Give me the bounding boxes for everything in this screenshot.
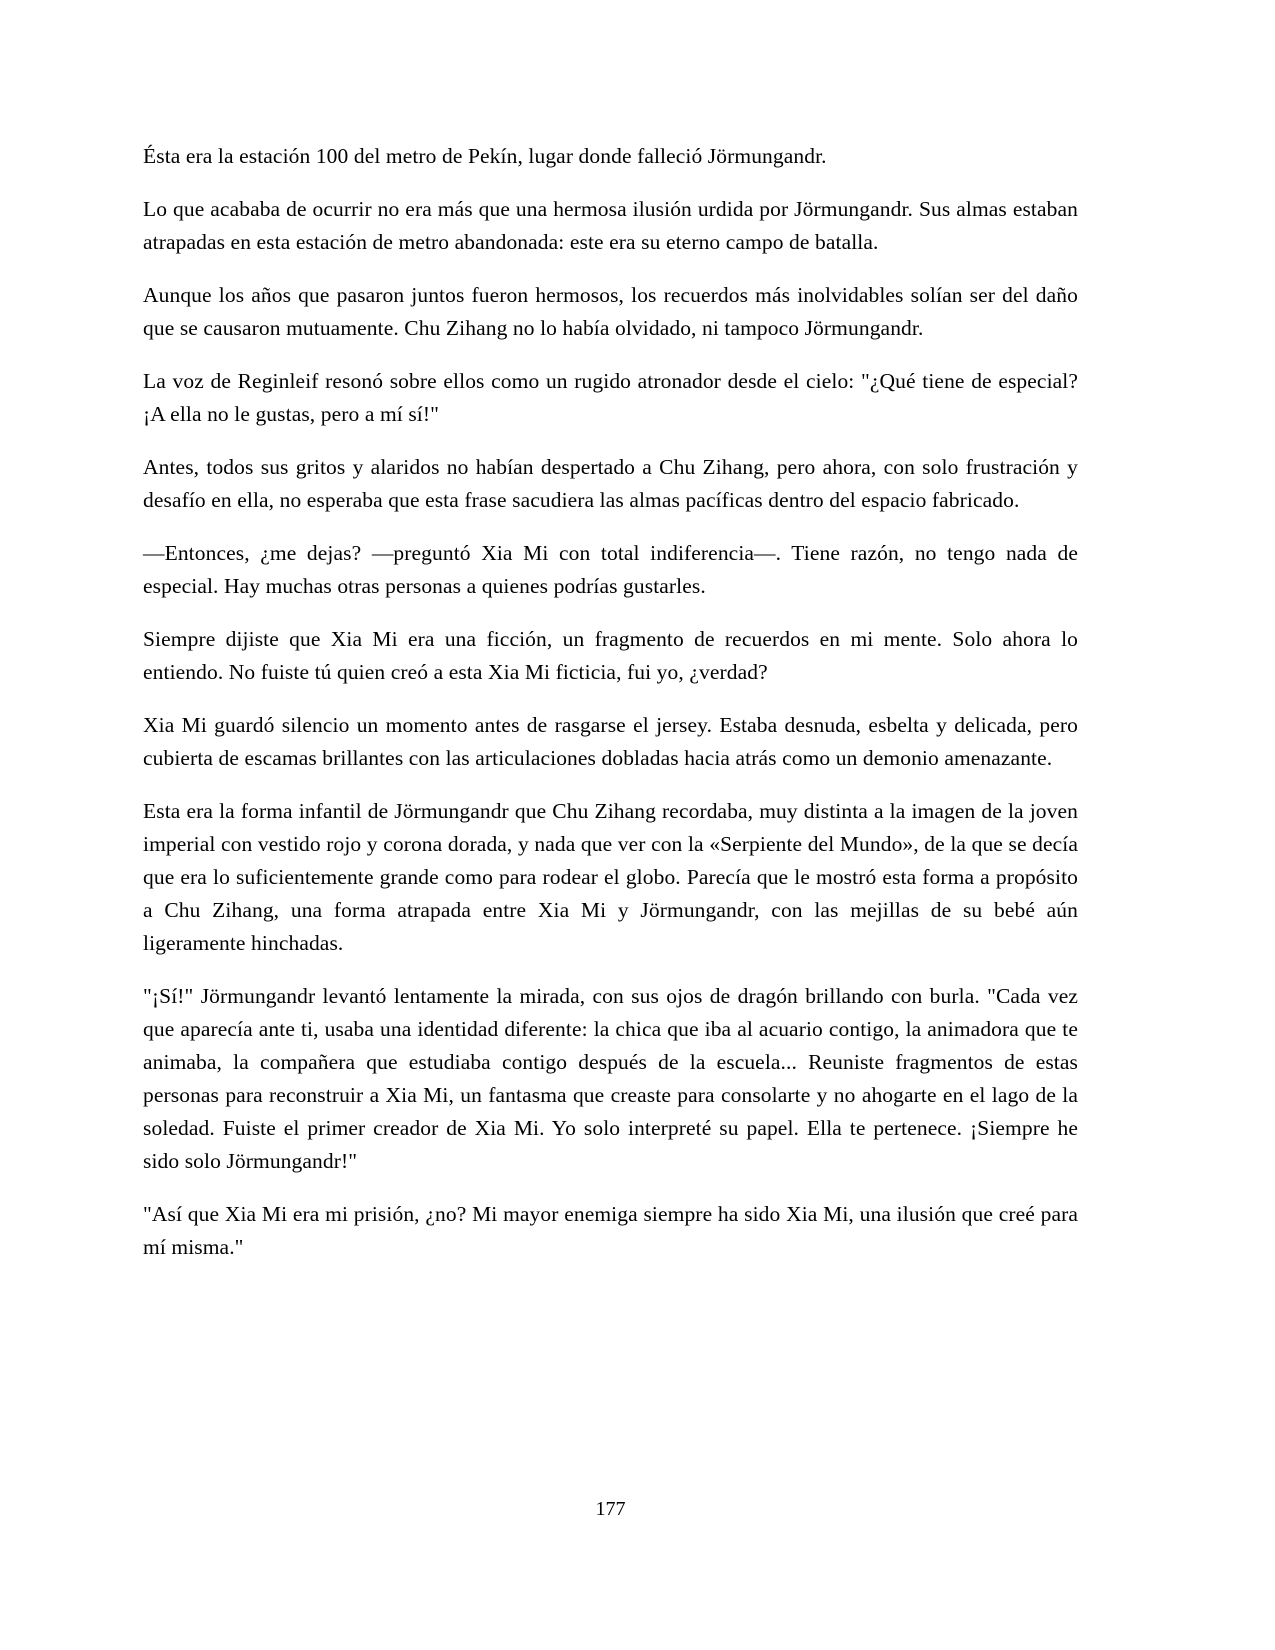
page-number: 177 [595, 1498, 626, 1520]
paragraph: Antes, todos sus gritos y alaridos no habían despertado a Chu Zihang, pero ahora, con solo frustración y desafío en ella, no esperaba que esta frase sacudiera las almas pacíficas dentro del espacio fabricado. [143, 455, 1078, 512]
paragraph: —Entonces, ¿me dejas? —preguntó Xia Mi con total indiferencia—. Tiene razón, no tengo nada de especial. Hay muchas otras personas a quienes podrías gustarles. [143, 541, 1078, 598]
paragraph: Ésta era la estación 100 del metro de Pekín, lugar donde falleció Jörmungandr. [143, 144, 827, 168]
paragraph: "Así que Xia Mi era mi prisión, ¿no? Mi mayor enemiga siempre ha sido Xia Mi, una ilusión que creé para mí misma." [143, 1202, 1078, 1259]
paragraph: Aunque los años que pasaron juntos fueron hermosos, los recuerdos más inolvidables solían ser del daño que se causaron mutuamente. Chu Zihang no lo había olvidado, ni tampoco Jörmungandr. [143, 283, 1078, 340]
paragraph: Xia Mi guardó silencio un momento antes de rasgarse el jersey. Estaba desnuda, esbelta y delicada, pero cubierta de escamas brillantes con las articulaciones dobladas hacia atrás como un demonio amenazante. [143, 713, 1078, 770]
paragraph: Esta era la forma infantil de Jörmungandr que Chu Zihang recordaba, muy distinta a la imagen de la joven imperial con vestido rojo y corona dorada, y nada que ver con la «Serpiente del Mundo», de la que se decía que era lo suficientemente grande como para rodear el globo. Parecía que le mostró esta forma a propósito a Chu Zihang, una forma atrapada entre Xia Mi y Jörmungandr, con las mejillas de su bebé aún ligeramente hinchadas. [143, 799, 1078, 955]
paragraph: Lo que acababa de ocurrir no era más que una hermosa ilusión urdida por Jörmungandr. Sus almas estaban atrapadas en esta estación de metro abandonada: este era su eterno campo de batalla. [143, 197, 1078, 254]
paragraph: "¡Sí!" Jörmungandr levantó lentamente la mirada, con sus ojos de dragón brillando con burla. "Cada vez que aparecía ante ti, usaba una identidad diferente: la chica que iba al acuario contigo, la animadora que te animaba, la compañera que estudiaba contigo después de la escuela... Reuniste fragmentos de estas personas para reconstruir a Xia Mi, un fantasma que creaste para consolarte y no ahogarte en el lago de la soledad. Fuiste el primer creador de Xia Mi. Yo solo interpreté su papel. Ella te pertenece. ¡Siempre he sido solo Jörmungandr!" [143, 984, 1078, 1173]
page-text-block [143, 140, 1078, 1284]
paragraph: La voz de Reginleif resonó sobre ellos como un rugido atronador desde el cielo: "¿Qué tiene de especial? ¡A ella no le gustas, pero a mí sí!" [143, 369, 1078, 426]
paragraph: Siempre dijiste que Xia Mi era una ficción, un fragmento de recuerdos en mi mente. Solo ahora lo entiendo. No fuiste tú quien creó a esta Xia Mi ficticia, fui yo, ¿verdad? [143, 627, 1078, 684]
